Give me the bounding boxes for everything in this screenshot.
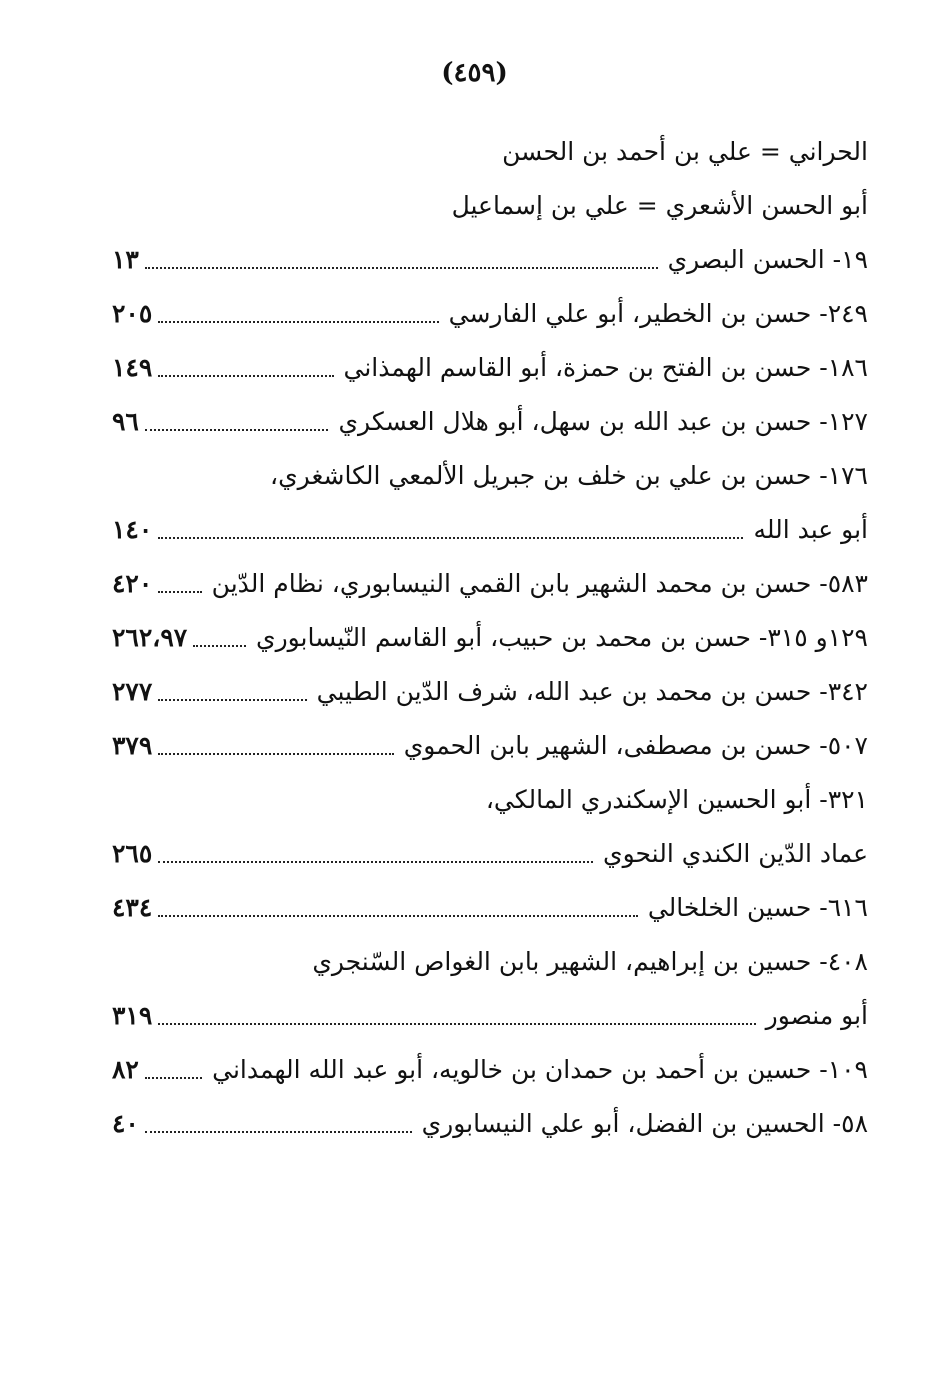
dot-leader xyxy=(158,861,593,863)
dot-leader xyxy=(158,1023,755,1025)
index-entry xyxy=(112,719,868,773)
entry-name: ٣٢١- أبو الحسين الإسكندري المالكي، xyxy=(485,785,868,814)
dot-leader xyxy=(158,375,333,377)
entry-name: ٥٨٣- حسن بن محمد الشهير بابن القمي النيسابوري، نظام الدّين xyxy=(211,569,868,598)
dot-leader xyxy=(193,645,246,647)
entry-name: ١٢٩و ٣١٥- حسن بن محمد بن حبيب، أبو القاسم النّيسابوري xyxy=(256,623,868,652)
index-entry xyxy=(112,287,868,341)
index-entry xyxy=(112,395,868,449)
entry-page: ٤٠ xyxy=(112,1109,139,1138)
entry-name: ١٨٦- حسن بن الفتح بن حمزة، أبو القاسم الهمذاني xyxy=(343,353,868,382)
entry-page: ٤٢٠ xyxy=(112,569,153,598)
index-entry xyxy=(112,557,868,611)
dot-leader xyxy=(158,915,638,917)
entry-page: ٤٣٤ xyxy=(112,893,153,922)
entry-name: أبو الحسن الأشعري = علي بن إسماعيل xyxy=(451,191,868,220)
index-entry xyxy=(112,179,868,233)
index-entry xyxy=(112,665,868,719)
dot-leader xyxy=(158,591,201,593)
entry-name: الحراني = علي بن أحمد بن الحسن xyxy=(502,137,868,166)
entry-name: ٥٨- الحسين بن الفضل، أبو علي النيسابوري xyxy=(421,1109,868,1138)
entry-name: ٢٤٩- حسن بن الخطير، أبو علي الفارسي xyxy=(448,299,868,328)
entry-name: ٣٤٢- حسن بن محمد بن عبد الله، شرف الدّين الطيبي xyxy=(316,677,868,706)
index-entry-continuation xyxy=(112,503,868,557)
entry-name: ١٢٧- حسن بن عبد الله بن سهل، أبو هلال العسكري xyxy=(338,407,868,436)
entry-page: ٢٧٧ xyxy=(112,677,153,706)
entry-page: ١٤٠ xyxy=(112,515,153,544)
dot-leader xyxy=(158,753,393,755)
dot-leader xyxy=(158,699,306,701)
entry-page: ٣١٩ xyxy=(112,1001,153,1030)
index-entry-continuation xyxy=(112,827,868,881)
dot-leader xyxy=(145,1131,412,1133)
entry-page: ٢٦٢،٩٧ xyxy=(112,623,188,652)
page-number: (٤٥٩) xyxy=(441,58,508,88)
index-entry xyxy=(112,449,868,503)
entry-name: ٥٠٧- حسن بن مصطفى، الشهير بابن الحموي xyxy=(403,731,868,760)
index-entry xyxy=(112,1097,868,1151)
entry-name: ١٠٩- حسين بن أحمد بن حمدان بن خالويه، أبو عبد الله الهمداني xyxy=(212,1055,868,1084)
index-entry xyxy=(112,233,868,287)
index-list xyxy=(112,125,868,1151)
entry-name: ١٧٦- حسن بن علي بن خلف بن جبريل الألمعي الكاشغري، xyxy=(270,461,868,490)
entry-page: ٢٠٥ xyxy=(112,299,153,328)
index-entry xyxy=(112,1043,868,1097)
entry-name: ١٩- الحسن البصري xyxy=(667,245,868,274)
dot-leader xyxy=(145,1077,202,1079)
entry-name: أبو عبد الله xyxy=(753,515,868,544)
entry-page: ١٣ xyxy=(112,245,139,274)
entry-page: ٢٦٥ xyxy=(112,839,153,868)
dot-leader xyxy=(158,537,743,539)
entry-page: ٨٢ xyxy=(112,1055,139,1084)
index-entry xyxy=(112,125,868,179)
entry-name: ٦١٦- حسين الخلخالي xyxy=(647,893,868,922)
dot-leader xyxy=(145,429,329,431)
index-entry xyxy=(112,611,868,665)
entry-page: ٩٦ xyxy=(112,407,139,436)
entry-name: أبو منصور xyxy=(765,1001,868,1030)
index-entry xyxy=(112,773,868,827)
entry-name: عماد الدّين الكندي النحوي xyxy=(603,839,868,868)
index-entry xyxy=(112,935,868,989)
index-entry xyxy=(112,341,868,395)
index-entry-continuation xyxy=(112,989,868,1043)
entry-page: ١٤٩ xyxy=(112,353,153,382)
dot-leader xyxy=(158,321,438,323)
entry-name: ٤٠٨- حسين بن إبراهيم، الشهير بابن الغواص السّنجري xyxy=(312,947,868,976)
entry-page: ٣٧٩ xyxy=(112,731,153,760)
dot-leader xyxy=(145,267,658,269)
index-entry xyxy=(112,881,868,935)
